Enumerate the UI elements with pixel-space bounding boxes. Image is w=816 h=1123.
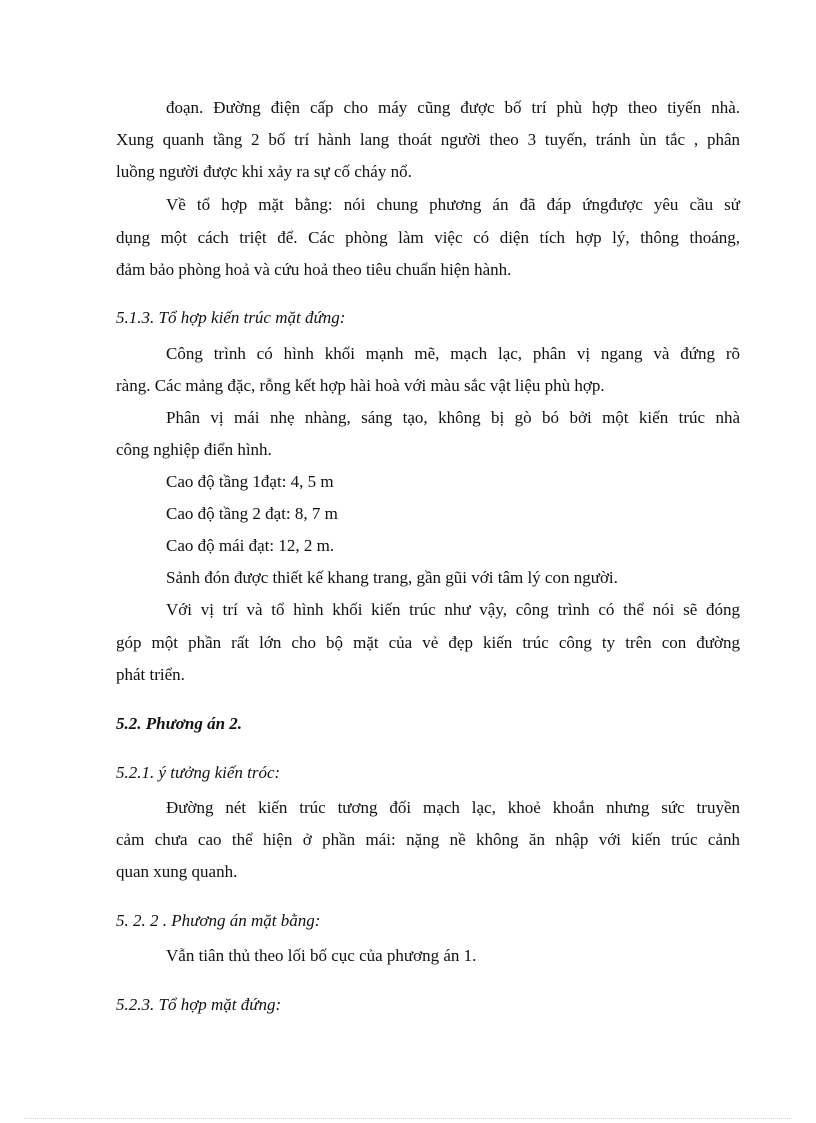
body-text-line: Cao độ mái đạt: 12, 2 m. — [166, 536, 335, 555]
body-text-line: dụng một cách triệt để. Các phòng làm việc có diện tích hợp lý, thông thoáng, — [116, 228, 740, 247]
body-text-line: luồng người được khi xảy ra sự cố cháy nổ. — [116, 162, 412, 181]
body-text-line: Vẫn tiân thủ theo lối bố cục của phương án 1. — [166, 946, 477, 965]
section-heading-5-1-3: 5.1.3. Tổ hợp kiến trúc mặt đứng: — [116, 308, 346, 327]
body-text-line: Đường nét kiến trúc tương đối mạch lạc, khoẻ khoắn nhưng sức truyền — [166, 798, 740, 817]
body-text-line: Về tổ hợp mặt bằng: nói chung phương án đã đáp ứngđược yêu cầu sử — [166, 195, 740, 214]
body-text-line: quan xung quanh. — [116, 862, 238, 881]
section-heading-5-2-1: 5.2.1. ý tưởng kiến tróc: — [116, 763, 281, 782]
body-text-line: cảm chưa cao thể hiện ở phần mái: nặng nề không ăn nhập với kiến trúc cảnh — [116, 830, 740, 849]
body-text-line: Phân vị mái nhẹ nhàng, sáng tạo, không bị gò bó bởi một kiến trúc nhà — [166, 408, 740, 427]
body-text-line: công nghiệp điển hình. — [116, 440, 272, 459]
body-text-line: ràng. Các mảng đặc, rỗng kết hợp hài hoà với màu sắc vật liệu phù hợp. — [116, 376, 605, 395]
body-text-line: Công trình có hình khối mạnh mẽ, mạch lạc, phân vị ngang và đứng rõ — [166, 344, 740, 363]
section-heading-5-2-2: 5. 2. 2 . Phương án mặt bằng: — [116, 911, 321, 930]
body-text-line: Xung quanh tầng 2 bố trí hành lang thoát người theo 3 tuyến, tránh ùn tắc , phân — [116, 130, 740, 149]
section-heading-5-2: 5.2. Phương án 2. — [116, 714, 243, 733]
body-text-line: đảm bảo phòng hoả và cứu hoả theo tiêu chuẩn hiện hành. — [116, 260, 512, 279]
body-text-line: Cao độ tầng 1đạt: 4, 5 m — [166, 472, 334, 491]
body-text-line: góp một phần rất lớn cho bộ mặt của vẻ đẹp kiến trúc công ty trên con đường — [116, 633, 740, 652]
page-bottom-divider — [24, 1118, 792, 1119]
body-text-line: phát triển. — [116, 665, 185, 684]
body-text-line: Sảnh đón được thiết kế khang trang, gần gũi với tâm lý con người. — [166, 568, 618, 587]
body-text-line: Cao độ tầng 2 đạt: 8, 7 m — [166, 504, 338, 523]
body-text-line: đoạn. Đường điện cấp cho máy cũng được bố trí phù hợp theo tiyến nhà. — [166, 98, 740, 117]
body-text-line: Với vị trí và tổ hình khối kiến trúc như vậy, công trình có thể nói sẽ đóng — [166, 600, 740, 619]
section-heading-5-2-3: 5.2.3. Tổ hợp mặt đứng: — [116, 995, 282, 1014]
